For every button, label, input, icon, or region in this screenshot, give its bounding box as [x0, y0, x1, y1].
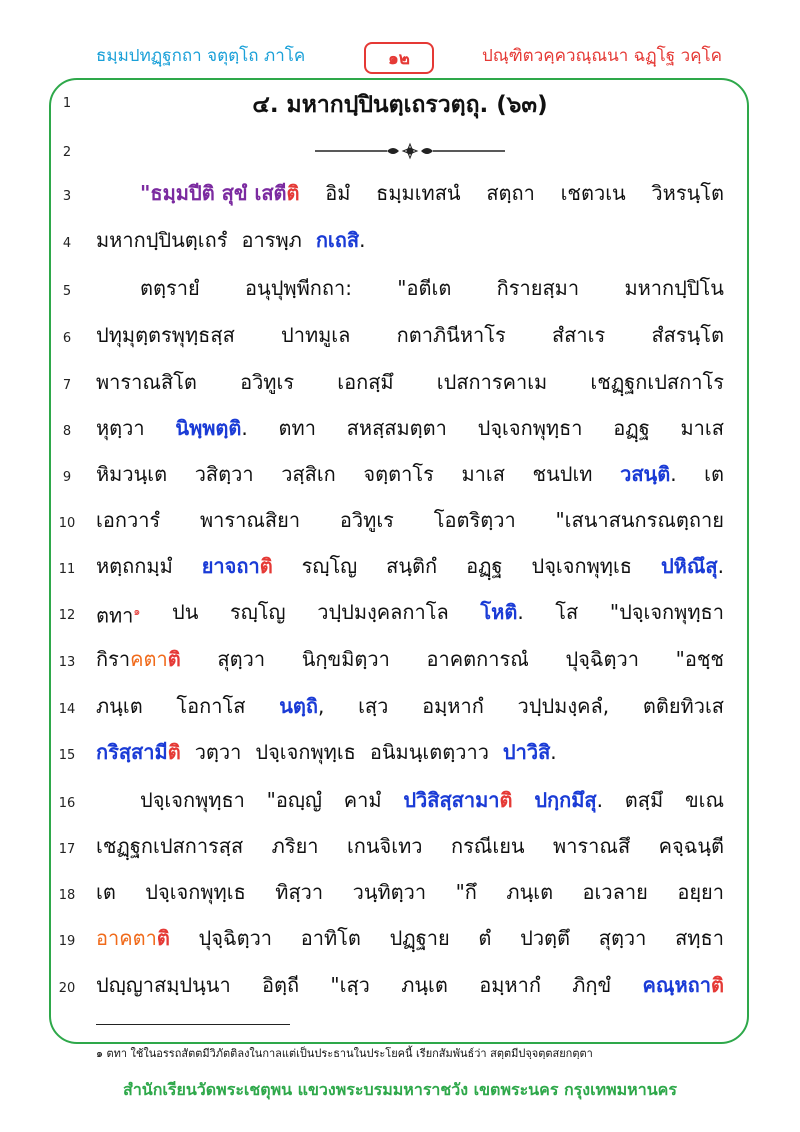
word: กตาภินีหาโร [396, 323, 506, 347]
footnote-rule [96, 1024, 290, 1025]
word: เชฏฺฐกเปสกาโร [590, 370, 724, 394]
word: "อตีเต [397, 276, 452, 300]
page-number: ๑๒ [388, 48, 410, 69]
word: โส [555, 600, 579, 624]
word: วนฺทิตฺวา [352, 880, 427, 904]
word: วปฺปมงฺคลกาโล [317, 600, 449, 624]
word: เชฏฺฐกเปสการสฺส [96, 834, 244, 858]
line-number: 10 [58, 516, 76, 531]
text-line [140, 275, 724, 301]
word: คณฺหถาติ [642, 973, 724, 997]
word: กิราคตาติ [96, 647, 181, 671]
word: มหากปฺปิโน [624, 276, 724, 300]
line-number: 11 [58, 562, 76, 577]
text-line [96, 553, 724, 579]
text-line [140, 180, 724, 206]
word: มหากปฺปินตฺเถรํ [96, 228, 228, 252]
footnote: ๑ ตทา ใช้ในอรรถสัตตมีวิภัตติลงในกาลแต่เป็นประธานในประโยคนี้ เรียกสัมพันธ์ว่า สตฺตมีปจฺจตฺตสยกตฺตา [96, 1047, 593, 1060]
word: วิหรนฺโต [651, 181, 724, 205]
word: สทฺธา [675, 926, 724, 950]
line-number: 6 [62, 331, 72, 346]
word: นตฺถิ, [279, 694, 325, 718]
word: ปจฺเจกพุทฺธา [477, 416, 583, 440]
word: นิกฺขมิตฺวา [301, 647, 390, 671]
word: วสนฺติ. [620, 462, 677, 486]
line-number: 17 [58, 842, 76, 857]
text-line [96, 507, 724, 533]
word: อเวลาย [582, 880, 648, 904]
word: ปจฺเจกพุทฺเธ [255, 740, 356, 764]
word: ภริยา [271, 834, 319, 858]
line-number: 12 [58, 608, 76, 623]
word: ตทา [278, 416, 316, 440]
text-line [96, 879, 724, 905]
line-number: 5 [62, 284, 72, 299]
word: ชนปเท [532, 462, 593, 486]
line-number: 2 [62, 145, 72, 160]
word: ปทุมุตฺตรพุทฺธสฺส [96, 323, 235, 347]
word: เอกสฺมึ [337, 370, 394, 394]
line-number: 4 [62, 236, 72, 251]
word: นิพฺพตฺติ. [175, 416, 248, 440]
word: "อชฺช [675, 647, 724, 671]
word: อมฺหากํ [479, 973, 541, 997]
word: เชตวเน [560, 181, 626, 205]
text-line [96, 693, 724, 719]
word: อาคตาติ [96, 926, 170, 950]
word: จตฺตาโร [363, 462, 434, 486]
word: ปน [172, 600, 199, 624]
word: ภนฺเต [401, 973, 448, 997]
word: อฏฺฐ [613, 416, 650, 440]
word: ภนฺเต [96, 694, 143, 718]
text-line [96, 972, 724, 998]
word: สนฺติกํ [386, 554, 438, 578]
word: อฏฺฐ [466, 554, 503, 578]
word: อมฺหากํ [422, 694, 484, 718]
line-number: 1 [62, 96, 72, 111]
text-line [96, 925, 724, 951]
text-line [96, 599, 724, 629]
decorative-divider-icon [315, 142, 505, 160]
word: โหติ. [480, 600, 524, 624]
word: โอตริตฺวา [433, 508, 516, 532]
line-number: 15 [58, 748, 76, 763]
line-number: 20 [58, 981, 76, 996]
line-number: 8 [62, 424, 72, 439]
word: ปาทมูเล [281, 323, 351, 347]
word: ปวตฺตึ [520, 926, 571, 950]
word: "เสฺว [330, 973, 370, 997]
running-header-left: ธมฺมปทฏฺฐกถา จตุตฺโถ ภาโค [96, 46, 306, 66]
word: หิมวนฺเต [96, 462, 168, 486]
text-line [96, 369, 724, 395]
word: พาราณสิโต [96, 370, 197, 394]
line-number: 13 [58, 655, 76, 670]
word: "อญฺญํ [266, 788, 322, 812]
word: รญฺโญ [301, 554, 358, 578]
line-number: 19 [58, 934, 76, 949]
word: ตํ [478, 926, 492, 950]
word: สุตฺวา [217, 647, 266, 671]
word: ภนฺเต [506, 880, 554, 904]
text-line [96, 415, 724, 441]
word: "ธมฺมปีติ สุขํ เสตีติ [140, 181, 300, 205]
word: กเถสิ. [315, 228, 366, 252]
word: สหสฺสมตฺตา [346, 416, 447, 440]
line-number: 16 [58, 796, 76, 811]
word: มาเส [461, 462, 505, 486]
line-number: 7 [62, 378, 72, 393]
page-title: ๔. มหากปฺปินตฺเถรวตฺถุ. (๖๓) [252, 92, 548, 118]
word: อวิทูเร [240, 370, 295, 394]
word: อาทิโต [300, 926, 361, 950]
page-number-box [364, 42, 434, 74]
word: รญฺโญ [230, 600, 286, 624]
word: วปฺปมงฺคลํ, [517, 694, 610, 718]
line-number: 9 [62, 470, 72, 485]
word: อารพฺภ [241, 228, 302, 252]
line-number: 18 [58, 888, 76, 903]
word: "ปจฺเจกพุทฺธา [609, 600, 724, 624]
text-line [96, 461, 724, 487]
word: "กึ [455, 880, 477, 904]
word: ปจฺเจกพุทฺเธ [145, 880, 246, 904]
word: วตฺวา [194, 740, 242, 764]
word: สุตฺวา [598, 926, 647, 950]
word: เต [704, 462, 724, 486]
word: หตฺถกมฺมํ [96, 554, 173, 578]
word: ทิสฺวา [275, 880, 324, 904]
footer: สำนักเรียนวัดพระเชตุพน แขวงพระบรมมหาราชวัง เขตพระนคร กรุงเทพมหานคร [123, 1080, 677, 1099]
word: โอกาโส [176, 694, 246, 718]
word: ปหิณึสุ. [660, 554, 724, 578]
line-number: 3 [62, 189, 72, 204]
word: ตติยทิวเส [642, 694, 724, 718]
word: เปสการคาเม [436, 370, 548, 394]
word: พาราณสึ [553, 834, 631, 858]
word: อนิมนฺเตตฺวาว [369, 740, 489, 764]
word: อิตฺถี [261, 973, 300, 997]
word: ตสฺมึ [624, 788, 664, 812]
text-line [140, 787, 724, 813]
word: กรณีเยน [450, 834, 525, 858]
text-line [96, 322, 724, 348]
word: สตฺถา [486, 181, 535, 205]
word: พาราณสิยา [199, 508, 301, 532]
text-line [96, 646, 724, 672]
line-number: 14 [58, 702, 76, 717]
text-line [96, 739, 724, 765]
word: มาเส [680, 416, 724, 440]
word: ปจฺเจกพุทฺเธ [531, 554, 633, 578]
word: กิรายสฺมา [496, 276, 580, 300]
word: วสฺสิเก [281, 462, 336, 486]
word: ขเณ [684, 788, 724, 812]
word: อาคตการณํ [426, 647, 529, 671]
text-line [96, 833, 724, 859]
word: อวิทูเร [339, 508, 394, 532]
word: ภิกฺขํ [572, 973, 612, 997]
word: หุตฺวา [96, 416, 145, 440]
word: อิมํ [325, 181, 351, 205]
word: ธมฺมเทสนํ [376, 181, 461, 205]
word: ตตฺรายํ [140, 276, 200, 300]
word: ปุจฺฉิตฺวา [565, 647, 639, 671]
word: เกนจิเทว [346, 834, 423, 858]
word: เสฺว [358, 694, 389, 718]
word: กริสฺสามีติ [96, 740, 181, 764]
word: ปฏฺฐาย [389, 926, 450, 950]
word: ปจฺเจกพุทฺธา [140, 788, 245, 812]
word: อนุปุพฺพีกถา: [245, 276, 352, 300]
running-header-right: ปณฺฑิตวคฺควณฺณนา ฉฏฺโฐ วคฺโค [482, 46, 722, 66]
word: ยาจถาติ [201, 554, 273, 578]
word: เอกวารํ [96, 508, 161, 532]
word: ปญฺญาสมฺปนฺนา [96, 973, 231, 997]
word: ปุจฺฉิตฺวา [198, 926, 273, 950]
word: ตทา$^๑$ [96, 603, 141, 628]
text-line [96, 227, 724, 253]
word: สํสรนฺโต [651, 323, 724, 347]
word: ปกฺกมึสุ. [534, 788, 603, 812]
word: เต [96, 880, 116, 904]
footnote-marker: ๑ [133, 605, 141, 618]
word: ปวิสิสฺสามาติ [403, 788, 513, 812]
word: สํสาเร [551, 323, 606, 347]
word: "เสนาสนกรณตฺถาย [555, 508, 724, 532]
word: วสิตฺวา [194, 462, 254, 486]
word: ปาวิสิ. [502, 740, 557, 764]
word: คจฺฉนฺตี [658, 834, 724, 858]
word: อยฺยา [677, 880, 724, 904]
word: คามํ [343, 788, 382, 812]
